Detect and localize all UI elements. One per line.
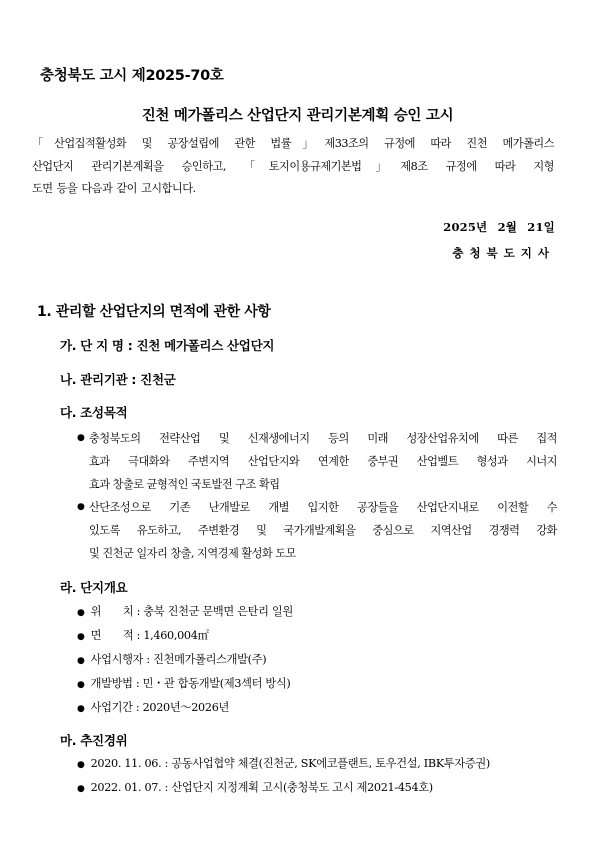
- intro-paragraph: [32, 133, 554, 201]
- list-item-line: 효과 극대화와 주변지역 산업단지와 연계한 중부권 산업벨트 형성과 시너지: [89, 455, 557, 468]
- subsection-na: 나. 관리기관 : 진천군: [60, 372, 176, 387]
- bullet-icon: ●: [77, 760, 85, 770]
- bullet-icon: ●: [77, 704, 85, 714]
- subsection-da-heading: 다. 조성목적: [60, 405, 128, 420]
- list-item-text: 2020. 11. 06. : 공동사업협약 체결(진천군, SK에코플랜트, 토우건설, IBK투자증권): [90, 757, 490, 770]
- list-item: [77, 779, 433, 795]
- notice-number: 충청북도 고시 제2025-70호: [40, 68, 224, 84]
- list-item: [77, 627, 208, 643]
- section-1-heading: 1. 관리할 산업단지의 면적에 관한 사항: [37, 304, 271, 320]
- list-item-text: 면 적 : 1,460,004㎡: [90, 629, 209, 642]
- issuer: 충청북도지사: [452, 246, 555, 260]
- list-item-text: 사업시행자 : 진천메가폴리스개발(주): [90, 653, 267, 666]
- subsection-ga: 가. 단 지 명 : 진천 메가폴리스 산업단지: [60, 338, 275, 353]
- list-item-line: 충청북도의 전략산업 및 신재생에너지 등의 미래 성장산업유치에 따른 집적: [89, 432, 557, 445]
- bullet-icon: ●: [77, 608, 85, 618]
- intro-line: 산업단지 관리기본계획을 승인하고, 「토지이용규제기본법」제8조 규정에 따라 지형: [32, 159, 554, 173]
- list-item: [77, 699, 229, 715]
- bullet-icon: ●: [77, 632, 85, 642]
- list-item-line: 산단조성으로 기존 난개발로 개별 입지한 공장들을 산업단지내로 이전할 수: [89, 501, 557, 514]
- list-item: [77, 603, 293, 619]
- bullet-icon: ●: [77, 433, 85, 443]
- list-item-line: 및 진천군 일자리 창출, 지역경제 활성화 도모: [89, 547, 296, 560]
- intro-line: 「산업집적활성화 및 공장설립에 관한 법률」제33조의 규정에 따라 진천 메가폴리스: [32, 137, 554, 150]
- notice-title: 진천 메가폴리스 산업단지 관리기본계획 승인 고시: [141, 108, 454, 124]
- bullet-icon: ●: [77, 502, 85, 512]
- list-item-text: 위 치 : 충북 진천군 문백면 은탄리 일원: [90, 605, 293, 618]
- list-item-text: 2022. 01. 07. : 산업단지 지정계획 고시(충청북도 고시 제2021-454호): [90, 781, 433, 794]
- bullet-icon: ●: [77, 656, 85, 666]
- list-item: [77, 651, 266, 667]
- list-item-text: 사업기간 : 2020년～2026년: [90, 701, 230, 714]
- subsection-ra-heading: 라. 단지개요: [60, 580, 128, 595]
- list-item: [77, 755, 490, 771]
- subsection-ma-heading: 마. 추진경위: [60, 733, 128, 748]
- list-item-line: 효과 창출로 균형적인 국토발전 구조 확립: [89, 478, 280, 491]
- bullet-icon: ●: [77, 784, 85, 794]
- bullet-icon: ●: [77, 680, 85, 690]
- intro-line: 도면 등을 다음과 같이 고시합니다.: [32, 182, 196, 195]
- list-item-text: 개발방법 : 민・관 합동개발(제3섹터 방식): [90, 677, 291, 690]
- list-item: [77, 675, 291, 691]
- list-item-line: 있도록 유도하고, 주변환경 및 국가개발계획을 중심으로 지역산업 경쟁력 강화: [89, 524, 557, 537]
- notice-date: 2025년 2월 21일: [443, 220, 555, 234]
